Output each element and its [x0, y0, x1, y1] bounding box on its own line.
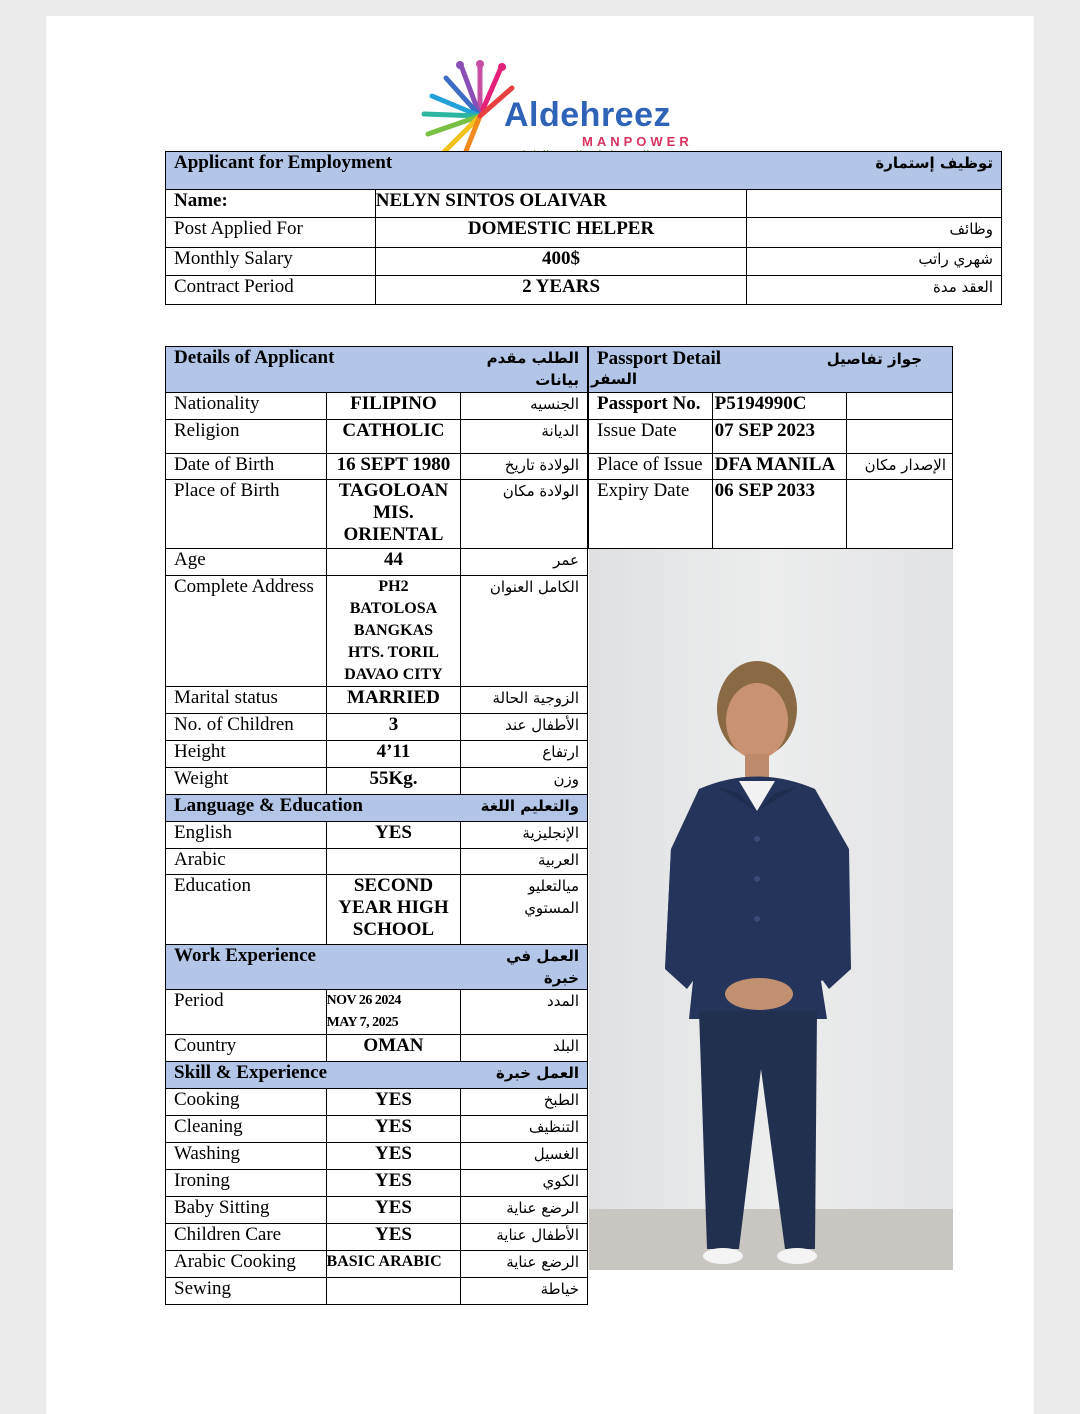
country-label-ar: البلد — [461, 1035, 588, 1062]
issue-date-value: 07 SEP 2023 — [712, 420, 847, 454]
marital-value: MARRIED — [326, 687, 461, 714]
contract-label-ar: العقد مدة — [747, 276, 1002, 305]
details-header-row — [166, 347, 588, 393]
passport-no-label: Passport No. — [589, 393, 713, 420]
arabic-label: Arabic — [166, 849, 327, 875]
passport-details-table — [588, 346, 953, 549]
weight-value: 55Kg. — [326, 768, 461, 795]
passport-title: Passport Detail — [597, 348, 722, 369]
details-title: Details of Applicant — [166, 347, 461, 393]
expiry-date-label: Expiry Date — [589, 480, 713, 549]
english-value: YES — [326, 822, 461, 849]
table-row — [166, 1116, 588, 1143]
name-value: NELYN SINTOS OLAIVAR — [375, 190, 747, 218]
cleaning-label-ar: التنظيف — [461, 1116, 588, 1143]
education-value: SECOND YEAR HIGH SCHOOL — [326, 875, 461, 945]
country-label: Country — [166, 1035, 327, 1062]
nationality-label-ar: الجنسيه — [461, 393, 588, 420]
pob-label: Place of Birth — [166, 480, 327, 549]
table-row — [166, 768, 588, 795]
work-header-row — [166, 945, 588, 990]
children-value: 3 — [326, 714, 461, 741]
table-row — [589, 480, 953, 549]
place-of-issue-value: DFA MANILA — [712, 454, 847, 480]
employment-summary-table — [165, 151, 1002, 305]
nationality-label: Nationality — [166, 393, 327, 420]
period-end: MAY 7, 2025 — [326, 1015, 399, 1030]
period-start: NOV 26 2024 — [326, 993, 401, 1008]
cooking-value: YES — [326, 1089, 461, 1116]
contract-value: 2 YEARS — [375, 276, 747, 305]
table-row — [166, 218, 1002, 248]
english-label-ar: الإنجليزية — [461, 822, 588, 849]
salary-label: Monthly Salary — [166, 248, 376, 276]
age-label: Age — [166, 549, 327, 576]
table-row — [166, 1035, 588, 1062]
applicant-photo — [589, 549, 953, 1270]
applicant-photo-illustration — [589, 549, 953, 1270]
table-row — [166, 687, 588, 714]
period-label: Period — [166, 990, 327, 1035]
table-row — [166, 393, 588, 420]
ironing-value: YES — [326, 1170, 461, 1197]
period-value — [326, 990, 461, 1035]
dob-value: 16 SEPT 1980 — [326, 454, 461, 480]
work-title-ar: العمل في خبرة — [461, 945, 588, 990]
ironing-label: Ironing — [166, 1170, 327, 1197]
details-title-ar: الطلب مقدم بيانات — [461, 347, 588, 393]
table-row — [166, 576, 588, 687]
table-row — [166, 1170, 588, 1197]
religion-label-ar: الديانة — [461, 420, 588, 454]
marital-label-ar: الزوجية الحالة — [461, 687, 588, 714]
salary-value: 400$ — [375, 248, 747, 276]
height-label-ar: ارتفاع — [461, 741, 588, 768]
table-row — [166, 549, 588, 576]
skills-header-row — [166, 1062, 588, 1089]
starburst-logo-icon — [418, 58, 518, 158]
place-of-issue-label: Place of Issue — [589, 454, 713, 480]
table-row — [166, 741, 588, 768]
religion-label: Religion — [166, 420, 327, 454]
religion-value: CATHOLIC — [326, 420, 461, 454]
children-care-label: Children Care — [166, 1224, 327, 1251]
cleaning-label: Cleaning — [166, 1116, 327, 1143]
name-label: Name: — [166, 190, 376, 218]
marital-label: Marital status — [166, 687, 327, 714]
dob-label: Date of Birth — [166, 454, 327, 480]
height-value: 4’11 — [326, 741, 461, 768]
sewing-value — [326, 1278, 461, 1305]
sewing-label: Sewing — [166, 1278, 327, 1305]
baby-sitting-label: Baby Sitting — [166, 1197, 327, 1224]
post-label-ar: وظائف — [747, 218, 1002, 248]
language-header-row — [166, 795, 588, 822]
table-row — [166, 1278, 588, 1305]
cooking-label: Cooking — [166, 1089, 327, 1116]
expiry-date-label-ar — [847, 480, 953, 549]
washing-label-ar: الغسيل — [461, 1143, 588, 1170]
table-row — [166, 480, 588, 549]
washing-value: YES — [326, 1143, 461, 1170]
washing-label: Washing — [166, 1143, 327, 1170]
logo-brand-name: Aldehreez — [504, 96, 671, 134]
address-label: Complete Address — [166, 576, 327, 687]
sewing-label-ar: خياطة — [461, 1278, 588, 1305]
table-row — [166, 1224, 588, 1251]
weight-label: Weight — [166, 768, 327, 795]
name-label-ar — [747, 190, 1002, 218]
table-row — [166, 849, 588, 875]
age-value: 44 — [326, 549, 461, 576]
salary-label-ar: شهري راتب — [747, 248, 1002, 276]
table-row — [166, 248, 1002, 276]
pob-label-ar: الولادة مكان — [461, 480, 588, 549]
address-value: PH2 BATOLOSA BANGKAS HTS. TORIL DAVAO CITY — [326, 576, 461, 687]
table-row — [589, 454, 953, 480]
education-label: Education — [166, 875, 327, 945]
period-label-ar: المدد — [461, 990, 588, 1035]
table-row — [166, 1143, 588, 1170]
employment-title: Applicant for Employment — [166, 152, 747, 190]
passport-no-label-ar — [847, 393, 953, 420]
issue-date-label: Issue Date — [589, 420, 713, 454]
height-label: Height — [166, 741, 327, 768]
age-label-ar: عمر — [461, 549, 588, 576]
skills-title-ar: العمل خبرة — [461, 1062, 588, 1089]
issue-date-label-ar — [847, 420, 953, 454]
table-row — [166, 822, 588, 849]
skills-title: Skill & Experience — [166, 1062, 461, 1089]
cooking-label-ar: الطبخ — [461, 1089, 588, 1116]
address-label-ar: الكامل العنوان — [461, 576, 588, 687]
children-label: No. of Children — [166, 714, 327, 741]
arabic-cooking-label-ar: الرضع عناية — [461, 1251, 588, 1278]
children-care-label-ar: الأطفال عناية — [461, 1224, 588, 1251]
table-row — [589, 420, 953, 454]
logo-subtitle: MANPOWER — [582, 134, 693, 149]
table-row — [166, 714, 588, 741]
ironing-label-ar: الكوي — [461, 1170, 588, 1197]
table-row — [166, 1197, 588, 1224]
table-row — [166, 276, 1002, 305]
post-label: Post Applied For — [166, 218, 376, 248]
baby-sitting-label-ar: الرضع عناية — [461, 1197, 588, 1224]
table-row — [166, 1251, 588, 1278]
table-row — [166, 875, 588, 945]
arabic-cooking-value: BASIC ARABIC — [326, 1251, 461, 1278]
pob-value: TAGOLOAN MIS. ORIENTAL — [326, 480, 461, 549]
table-row — [589, 393, 953, 420]
cleaning-value: YES — [326, 1116, 461, 1143]
weight-label-ar: وزن — [461, 768, 588, 795]
contract-label: Contract Period — [166, 276, 376, 305]
country-value: OMAN — [326, 1035, 461, 1062]
expiry-date-value: 06 SEP 2033 — [712, 480, 847, 549]
arabic-cooking-label: Arabic Cooking — [166, 1251, 327, 1278]
nationality-value: FILIPINO — [326, 393, 461, 420]
table-row — [166, 1089, 588, 1116]
passport-header-cell — [589, 347, 953, 393]
work-title: Work Experience — [166, 945, 461, 990]
employment-title-ar: توظيف إستمارة — [747, 152, 1002, 190]
passport-no-value: P5194990C — [712, 393, 847, 420]
table-row — [166, 990, 588, 1035]
arabic-label-ar: العربية — [461, 849, 588, 875]
post-value: DOMESTIC HELPER — [375, 218, 747, 248]
table-row — [166, 190, 1002, 218]
passport-title-ar: جواز تفاصيل — [826, 350, 922, 368]
language-title-ar: والتعليم اللغة — [461, 795, 588, 822]
language-title: Language & Education — [166, 795, 461, 822]
arabic-value — [326, 849, 461, 875]
education-label-ar: ميالتعليو المستوي — [461, 875, 588, 945]
place-of-issue-label-ar: الإصدار مكان — [847, 454, 953, 480]
passport-header-row — [589, 347, 953, 393]
english-label: English — [166, 822, 327, 849]
children-label-ar: الأطفال عند — [461, 714, 588, 741]
children-care-value: YES — [326, 1224, 461, 1251]
table-row — [166, 420, 588, 454]
dob-label-ar: الولادة تاريخ — [461, 454, 588, 480]
table-row — [166, 454, 588, 480]
applicant-details-table — [165, 346, 588, 1305]
baby-sitting-value: YES — [326, 1197, 461, 1224]
application-form-page — [46, 16, 1034, 1414]
employment-header-row — [166, 152, 1002, 190]
passport-title-ar-line2: السفر — [590, 370, 637, 388]
